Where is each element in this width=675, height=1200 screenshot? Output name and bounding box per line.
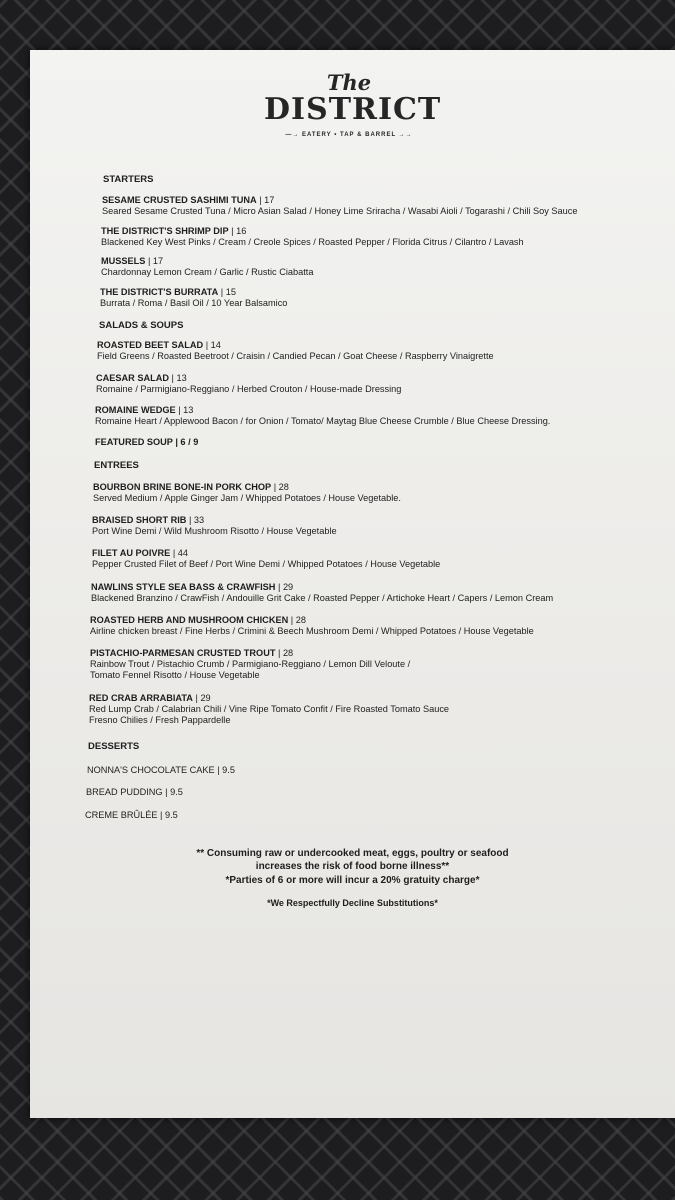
food-safety-notice-cont: increases the risk of food borne illness**: [255, 861, 450, 872]
menu-item: NAWLINS STYLE SEA BASS & CRAWFISH | 29 Blackened Branzino / CrawFish / Andouille Grit Cake / Roasted Pepper / Artichoke Heart / Capers / Lemon Cream: [91, 582, 554, 603]
district-logo: [264, 70, 442, 154]
menu-item: THE DISTRICT'S SHRIMP DIP | 16 Blackened Key West Pinks / Cream / Creole Spices / Roasted Pepper / Florida Citrus / Cilantro / Lavash: [101, 226, 524, 247]
menu-item: BOURBON BRINE BONE-IN PORK CHOP | 28 Served Medium / Apple Ginger Jam / Whipped Potatoes / House Vegetable.: [93, 482, 401, 503]
section-heading-salads: SALADS & SOUPS: [99, 320, 184, 331]
menu-item: ROASTED BEET SALAD | 14 Field Greens / Roasted Beetroot / Craisin / Candied Pecan / Goat Cheese / Raspberry Vinaigrette: [97, 340, 494, 361]
menu-item: THE DISTRICT'S BURRATA | 15 Burrata / Roma / Basil Oil / 10 Year Balsamico: [100, 287, 288, 308]
section-heading-desserts: DESSERTS: [88, 741, 140, 752]
menu-item: CAESAR SALAD | 13 Romaine / Parmigiano-Reggiano / Herbed Crouton / House-made Dressing: [96, 373, 402, 394]
menu-item: ROMAINE WEDGE | 13 Romaine Heart / Applewood Bacon / for Onion / Tomato/ Maytag Blue Cheese Crumble / Blue Cheese Dressing.: [95, 405, 551, 426]
menu-item: FILET AU POIVRE | 44 Pepper Crusted Filet of Beef / Port Wine Demi / Whipped Potatoes / House Vegetable: [92, 548, 441, 569]
menu-item: ROASTED HERB AND MUSHROOM CHICKEN | 28 Airline chicken breast / Fine Herbs / Crimini & Beech Mushroom Demi / Whipped Potatoes / House Vegetable: [90, 615, 534, 636]
substitutions-notice: *We Respectfully Decline Substitutions*: [267, 898, 438, 908]
section-heading-starters: STARTERS: [103, 174, 154, 185]
dessert-item: NONNA'S CHOCOLATE CAKE | 9.5: [87, 765, 235, 775]
menu-item: SESAME CRUSTED SASHIMI TUNA | 17 Seared Sesame Crusted Tuna / Micro Asian Salad / Honey Lime Sriracha / Wasabi Aioli / Togarashi / Chili Soy Sauce: [102, 195, 578, 216]
logo-wordmark: DISTRICT: [264, 92, 442, 127]
dessert-item: BREAD PUDDING | 9.5: [86, 787, 183, 797]
menu-item: FEATURED SOUP | 6 / 9: [95, 437, 199, 447]
menu-item: MUSSELS | 17 Chardonnay Lemon Cream / Garlic / Rustic Ciabatta: [101, 256, 314, 277]
menu-item: BRAISED SHORT RIB | 33 Port Wine Demi / Wild Mushroom Risotto / House Vegetable: [92, 515, 337, 536]
section-heading-entrees: ENTREES: [94, 460, 139, 471]
menu-item: PISTACHIO-PARMESAN CRUSTED TROUT | 28 Rainbow Trout / Pistachio Crumb / Parmigiano-Reggiano / Lemon Dill Veloute / Tomato Fennel Risotto / House Vegetable: [90, 648, 411, 680]
gratuity-notice: *Parties of 6 or more will incur a 20% gratuity charge*: [225, 875, 480, 886]
dessert-item: CREME BRÛLÉE | 9.5: [85, 810, 178, 820]
logo-tagline: —→ EATERY • TAP & BARREL →→: [285, 132, 413, 138]
logo-the: The: [326, 70, 372, 95]
menu-item: RED CRAB ARRABIATA | 29 Red Lump Crab / Calabrian Chili / Vine Ripe Tomato Confit / Fire Roasted Tomato Sauce Fresno Chilies / Fresh Pappardelle: [89, 693, 450, 725]
food-safety-notice: ** Consuming raw or undercooked meat, eggs, poultry or seafood: [196, 848, 509, 859]
menu-sheet: [30, 50, 675, 1118]
